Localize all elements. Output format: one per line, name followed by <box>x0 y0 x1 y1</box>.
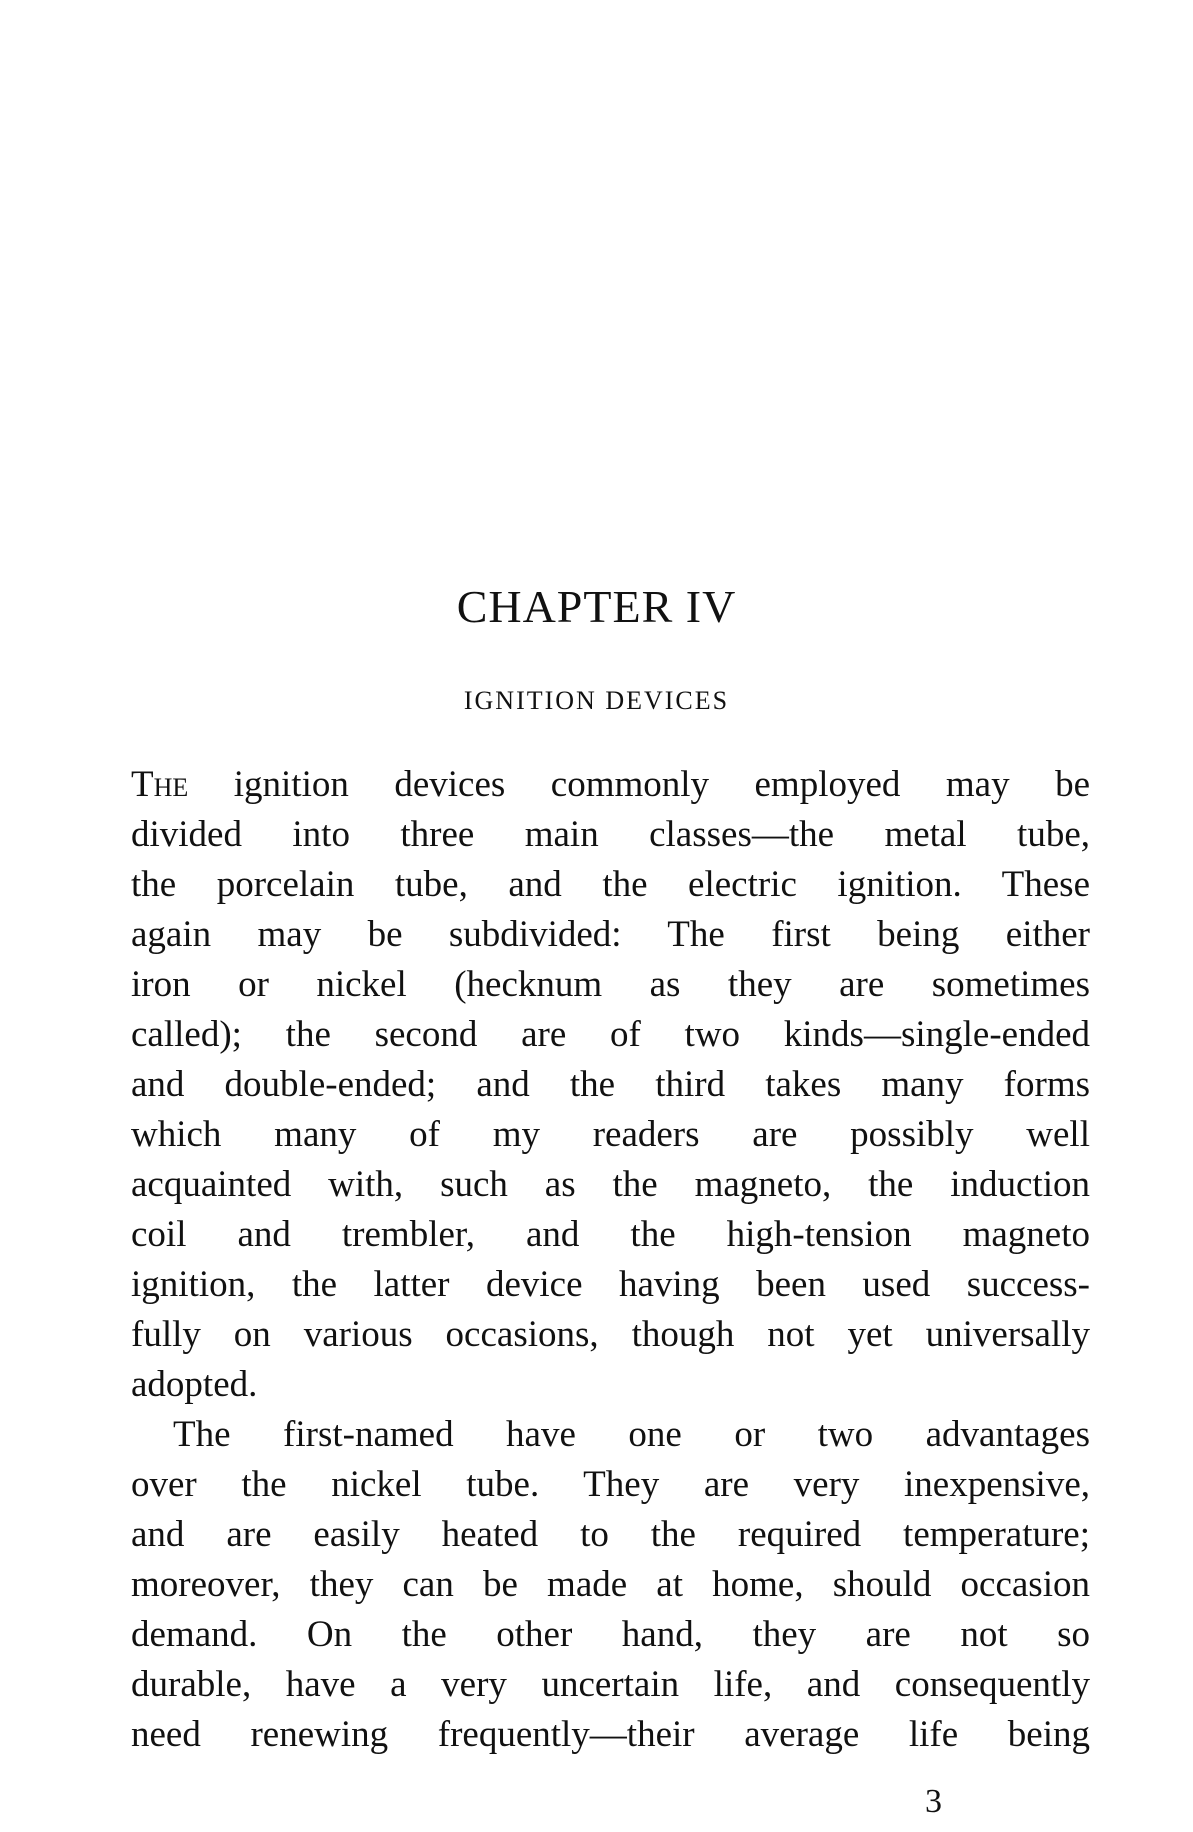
text-line: and double-ended; and the third takes many forms <box>131 1064 1090 1105</box>
text-line: and are easily heated to the required temperature; <box>131 1514 1090 1555</box>
text-line: the porcelain tube, and the electric ignition. These <box>131 864 1090 905</box>
text-line: over the nickel tube. They are very inexpensive, <box>131 1464 1090 1505</box>
text-line: ignition, the latter device having been used success- <box>131 1264 1090 1305</box>
drop-lead-word: The <box>131 764 189 805</box>
text-line: need renewing frequently—their average life being <box>131 1714 1090 1755</box>
chapter-heading: CHAPTER IV <box>456 581 737 632</box>
text-line: fully on various occasions, though not yet universally <box>131 1314 1090 1355</box>
text-line: divided into three main classes—the metal tube, <box>131 814 1090 855</box>
text-line: called); the second are of two kinds—single-ended <box>131 1014 1090 1055</box>
body-text <box>131 760 1090 1760</box>
text-line: demand. On the other hand, they are not so <box>131 1614 1090 1655</box>
text-line: The ignition devices commonly employed may be <box>131 764 1090 805</box>
text-line: iron or nickel (hecknum as they are sometimes <box>131 964 1090 1005</box>
text-line: The first-named have one or two advantages <box>173 1414 1090 1455</box>
text-line: adopted. <box>131 1364 258 1405</box>
text-line: durable, have a very uncertain life, and consequently <box>131 1664 1090 1705</box>
text-line: again may be subdivided: The first being either <box>131 914 1090 955</box>
text-line: moreover, they can be made at home, should occasion <box>131 1564 1090 1605</box>
text-line: which many of my readers are possibly well <box>131 1114 1090 1155</box>
text-line: coil and trembler, and the high-tension magneto <box>131 1214 1090 1255</box>
chapter-title: IGNITION DEVICES <box>463 686 730 715</box>
text-line: acquainted with, such as the magneto, the induction <box>131 1164 1090 1205</box>
page-number: 3 <box>925 1783 942 1820</box>
